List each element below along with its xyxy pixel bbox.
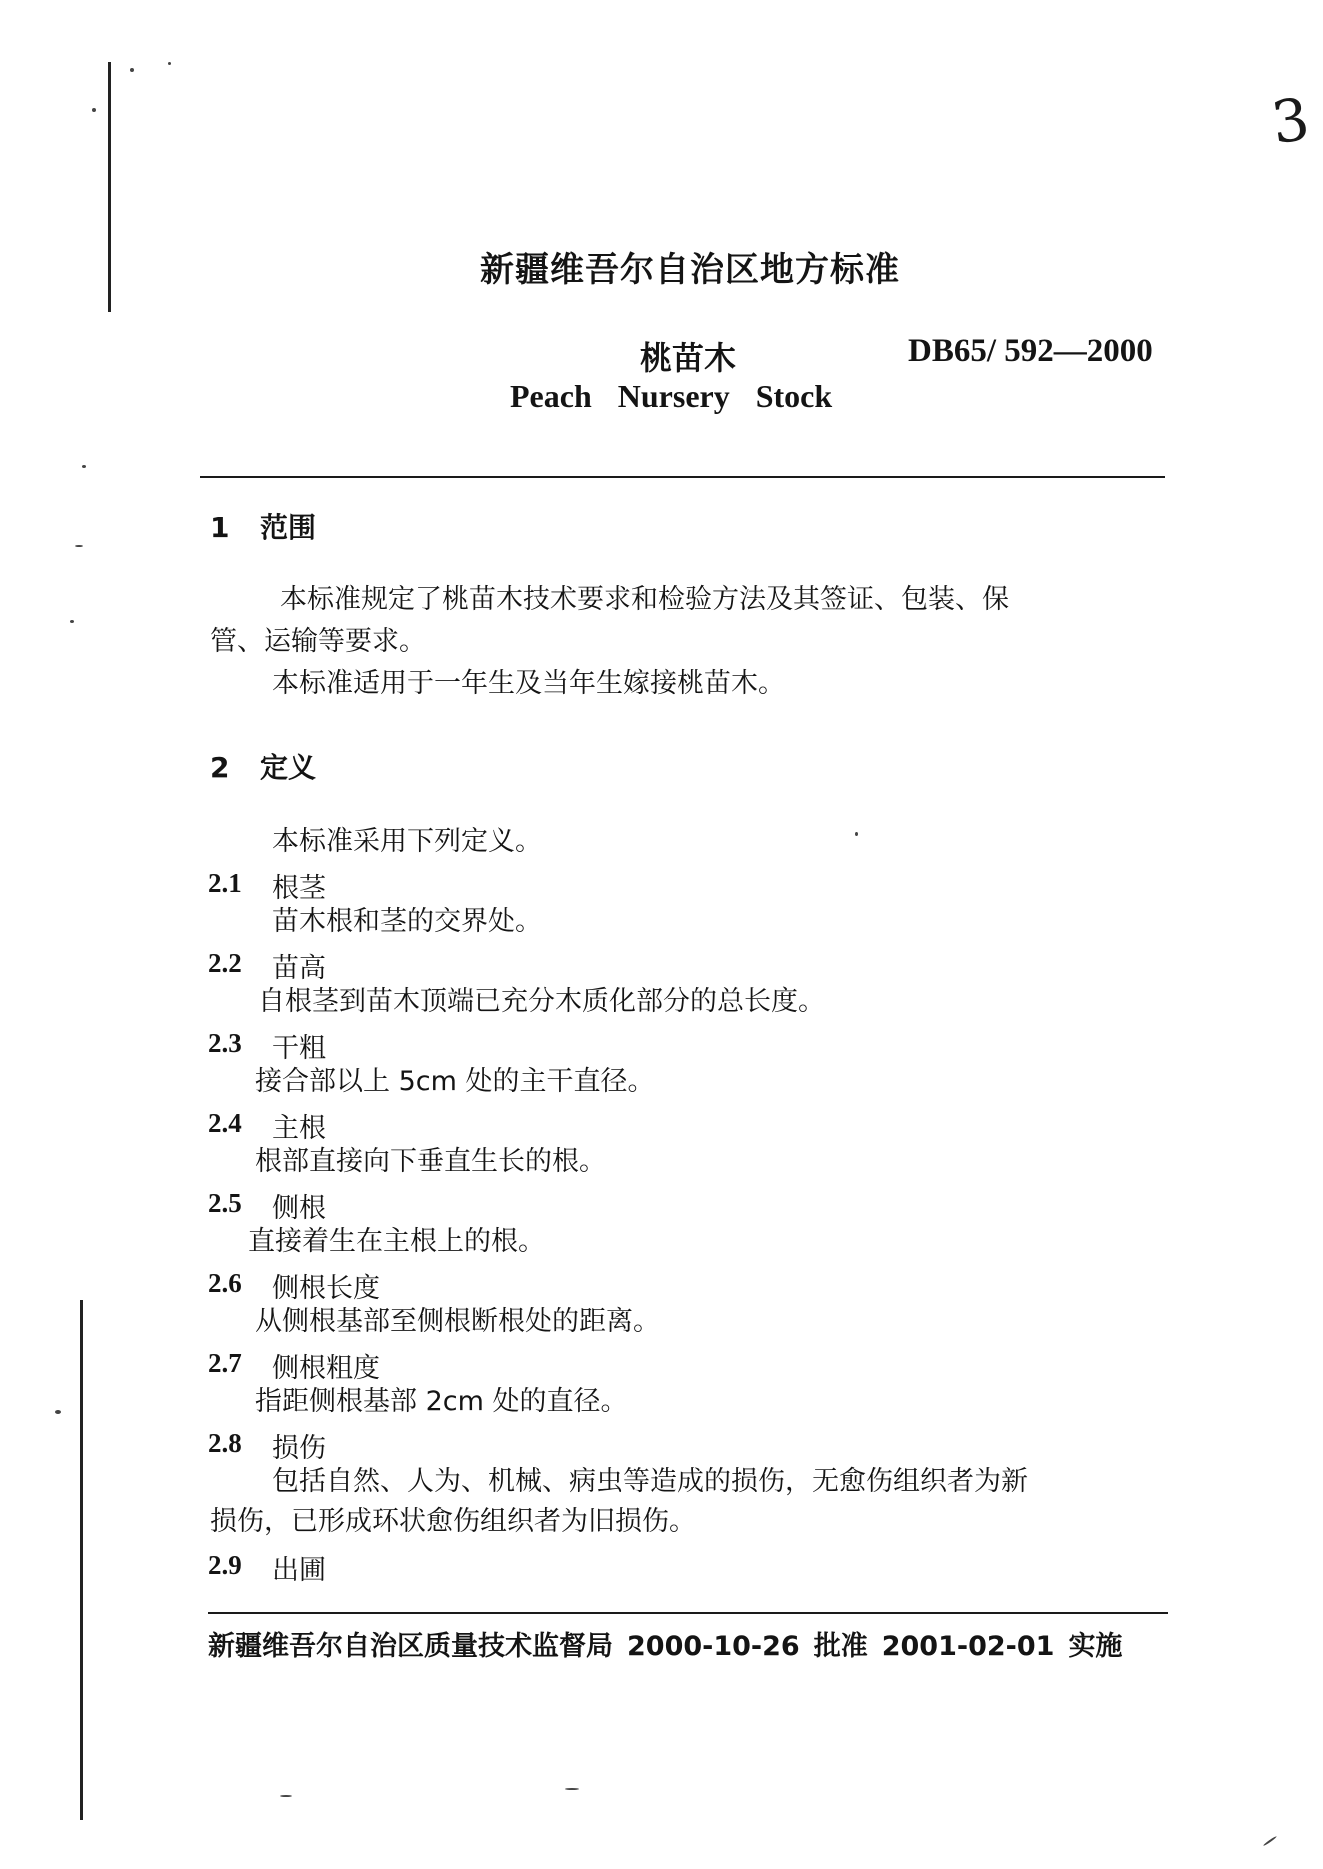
section-2-heading <box>210 746 316 786</box>
section-title: 定义 <box>260 751 317 784</box>
definition-number: 2.5 <box>208 1188 242 1218</box>
title-english: Peach Nursery Stock <box>510 378 833 414</box>
definition-number: 2.3 <box>208 1028 242 1058</box>
definition-text: 自根茎到苗木顶端已充分木质化部分的总长度。 <box>258 986 825 1017</box>
scan-speck <box>1263 1836 1277 1847</box>
definition-number: 2.7 <box>208 1348 242 1378</box>
scan-edge-line-bottom <box>80 1300 83 1820</box>
definition-term: 主根 <box>272 1113 326 1144</box>
definition-text: 根部直接向下垂直生长的根。 <box>255 1146 606 1177</box>
definition-text-line-2: 损伤，已形成环状愈伤组织者为旧损伤。 <box>210 1506 696 1537</box>
definition-number: 2.2 <box>208 948 242 978</box>
issuer-footer <box>208 1624 1168 1663</box>
scope-paragraph-line-1: 本标准规定了桃苗木技术要求和检验方法及其签证、包装、保 <box>280 584 1009 615</box>
issuer-name: 新疆维吾尔自治区质量技术监督局 <box>208 1631 613 1662</box>
handwritten-page-number: 3 <box>1267 84 1314 158</box>
definitions-intro: 本标准采用下列定义。 <box>272 826 542 857</box>
definition-text: 接合部以上 5cm 处的主干直径。 <box>255 1066 655 1097</box>
scan-speck <box>280 1795 292 1797</box>
scan-edge-line-top <box>108 62 111 312</box>
standard-code: DB65/ 592—2000 <box>908 333 1153 369</box>
scope-paragraph-2: 本标准适用于一年生及当年生嫁接桃苗木。 <box>272 668 785 699</box>
scan-speck <box>130 68 134 72</box>
scan-speck <box>55 1410 61 1414</box>
definition-term: 干粗 <box>272 1033 326 1064</box>
scan-speck <box>855 832 858 836</box>
definition-term: 苗高 <box>272 953 326 984</box>
scan-speck <box>168 62 171 65</box>
definition-term: 损伤 <box>272 1433 326 1464</box>
definition-number: 2.9 <box>208 1550 242 1580</box>
section-1-heading <box>210 506 316 546</box>
document-header: 新疆维吾尔自治区地方标准 <box>480 250 900 290</box>
approve-date: 2000-10-26 <box>627 1631 800 1662</box>
definition-text: 苗木根和茎的交界处。 <box>272 906 542 937</box>
definition-text: 直接着生在主根上的根。 <box>248 1226 545 1257</box>
definition-number: 2.6 <box>208 1268 242 1298</box>
definition-text: 从侧根基部至侧根断根处的距离。 <box>255 1306 660 1337</box>
definition-term: 侧根长度 <box>272 1273 380 1304</box>
title-chinese: 桃苗木 <box>640 339 737 377</box>
definition-term: 根茎 <box>272 873 326 904</box>
scan-speck <box>565 1788 579 1790</box>
scan-speck <box>75 545 83 547</box>
definition-text-line-1: 包括自然、人为、机械、病虫等造成的损伤，无愈伤组织者为新 <box>272 1466 1028 1497</box>
approve-label: 批准 <box>813 1631 868 1662</box>
definition-term: 侧根 <box>272 1193 326 1224</box>
definition-number: 2.4 <box>208 1108 242 1138</box>
section-number: 2 <box>210 751 230 784</box>
definition-number: 2.1 <box>208 868 242 898</box>
definition-text: 指距侧根基部 2cm 处的直径。 <box>255 1386 628 1417</box>
effective-label: 实施 <box>1068 1631 1123 1662</box>
header-divider <box>200 476 1165 478</box>
definition-number: 2.8 <box>208 1428 242 1458</box>
definition-term: 侧根粗度 <box>272 1353 380 1384</box>
scan-speck <box>82 465 86 468</box>
scan-speck <box>92 108 96 112</box>
effective-date: 2001-02-01 <box>881 1631 1055 1662</box>
section-number: 1 <box>210 511 230 544</box>
footer-divider <box>208 1612 1168 1614</box>
scan-speck <box>70 620 74 623</box>
definition-term: 出圃 <box>272 1555 326 1586</box>
scope-paragraph-line-2: 管、运输等要求。 <box>210 626 426 657</box>
section-title: 范围 <box>260 511 317 544</box>
